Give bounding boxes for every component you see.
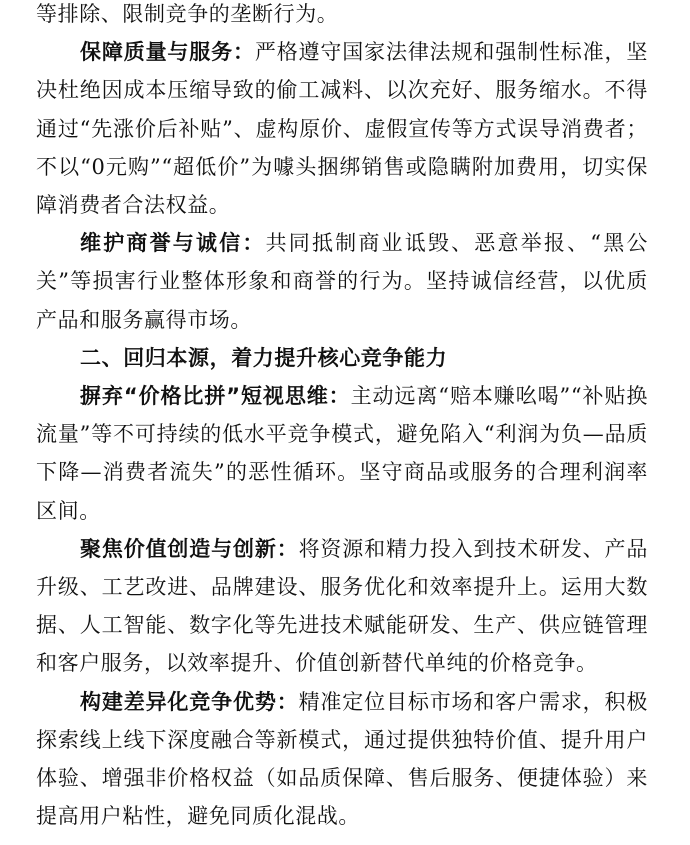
paragraph-value-innovation <box>36 530 648 683</box>
paragraph-text: 精准定位目标市场和客户需求，积极探索线上线下深度融合等新模式，通过提供独特价值、提升用户体验、增强非价格权益（如品质保障、售后服务、便捷体验）来提高用户粘性，避免同质化混战。 <box>36 689 648 829</box>
paragraph-abandon-price-war <box>36 377 648 530</box>
paragraph-differentiation <box>36 683 648 836</box>
paragraph-text: 将资源和精力投入到技术研发、产品升级、工艺改进、品牌建设、服务优化和效率提升上。运用大数据、人工智能、数字化等先进技术赋能研发、生产、供应链管理和客户服务，以效率提升、价值创新替代单纯的价格竞争。 <box>36 536 648 676</box>
paragraph-text: 等排除、限制竞争的垄断行为。 <box>36 2 339 26</box>
paragraph-text: 共同抵制商业诋毁、恶意举报、“黑公关”等损害行业整体形象和商誉的行为。坚持诚信经营，以优质产品和服务赢得市场。 <box>36 231 648 332</box>
paragraph-lead: 保障质量与服务： <box>80 40 255 65</box>
paragraph-quality-service <box>36 33 648 224</box>
paragraph-lead: 聚焦价值创造与创新： <box>80 536 299 561</box>
paragraph-lead: 摒弃“价格比拼”短视思维： <box>80 384 351 409</box>
paragraph-continuation <box>36 0 648 33</box>
document-page <box>36 0 648 835</box>
paragraph-lead: 构建差异化竞争优势： <box>80 689 299 714</box>
paragraph-text: 主动远离“赔本赚吆喝”“补贴换流量”等不可持续的低水平竞争模式，避免陷入“利润为负—品质下降—消费者流失”的恶性循环。坚守商品或服务的合理利润率区间。 <box>36 384 648 523</box>
section-heading: 二、回归本源，着力提升核心竞争能力 <box>80 345 448 370</box>
paragraph-reputation-integrity <box>36 224 648 339</box>
paragraph-lead: 维护商誉与诚信： <box>80 231 266 256</box>
paragraph-text: 严格遵守国家法律法规和强制性标准，坚决杜绝因成本压缩导致的偷工减料、以次充好、服务缩水。不得通过“先涨价后补贴”、虚构原价、虚假宣传等方式误导消费者；不以“0元购”“超低价”为噱头捆绑销售或隐瞒附加费用，切实保障消费者合法权益。 <box>36 40 648 218</box>
